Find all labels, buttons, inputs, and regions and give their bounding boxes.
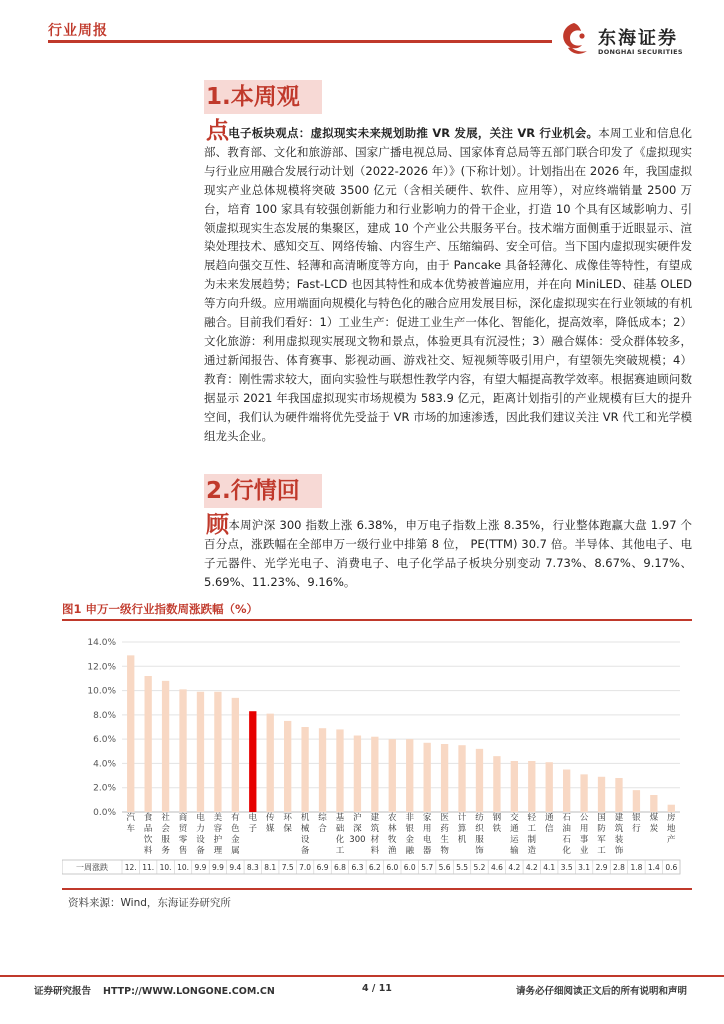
- bar: [423, 743, 430, 812]
- footer-rule: [0, 975, 724, 977]
- header-rule: [48, 40, 552, 43]
- bar: [301, 727, 308, 812]
- footer-disclaimer: 请务必仔细阅读正文后的所有说明和声明: [516, 986, 688, 997]
- data-label: 6.0: [386, 863, 399, 872]
- bar: [336, 729, 343, 812]
- x-tick-label: 煤炭: [649, 813, 659, 834]
- bar: [197, 692, 204, 812]
- y-tick-label: 14.0%: [87, 638, 116, 648]
- bar: [144, 676, 151, 812]
- x-tick-label: 汽车: [126, 813, 135, 834]
- x-tick-label: 综合: [318, 813, 327, 834]
- x-tick-label: 农林牧渔: [388, 813, 397, 856]
- section-heading-1: 1.本周观点: [204, 80, 322, 114]
- x-tick-label: 轻工制造: [527, 813, 537, 856]
- x-tick-label: 食品饮料: [143, 813, 153, 856]
- data-label: 5.2: [473, 863, 486, 872]
- data-label: 1.8: [630, 863, 643, 872]
- data-label: 10.: [177, 863, 189, 872]
- data-label: 6.2: [368, 863, 381, 872]
- x-tick-label: 通信: [544, 813, 554, 834]
- section-1-paragraph: [204, 124, 692, 445]
- y-tick-label: 10.0%: [87, 686, 116, 697]
- x-tick-label: 家用电器: [422, 813, 432, 856]
- x-tick-label: 银行: [632, 813, 641, 834]
- bar: [127, 655, 134, 812]
- bar: [179, 689, 186, 812]
- x-tick-label: 环保: [283, 813, 292, 834]
- y-tick-label: 12.0%: [87, 662, 116, 673]
- logo-chinese-name: 东海证券: [598, 28, 678, 49]
- data-row-label: 一周涨跌: [76, 863, 108, 872]
- data-label: 5.5: [456, 863, 468, 872]
- x-tick-label: 社会服务: [161, 813, 170, 856]
- data-label: 9.9: [194, 863, 207, 872]
- x-tick-label: 纺织服饰: [475, 813, 484, 856]
- y-tick-label: 0.0%: [93, 808, 116, 818]
- bar: [546, 762, 553, 812]
- data-label: 4.1: [543, 863, 556, 872]
- data-label: 12.: [124, 863, 137, 872]
- logo-mark-icon: [556, 20, 592, 60]
- x-tick-label: 国防军工: [597, 813, 606, 856]
- x-tick-label: 钢铁: [492, 813, 502, 834]
- bar: [389, 739, 396, 812]
- data-label: 4.2: [525, 863, 538, 872]
- bar: [284, 721, 291, 812]
- figure-bottom-rule: [62, 888, 692, 890]
- data-label: 7.5: [281, 863, 294, 872]
- data-label: 9.4: [229, 863, 242, 872]
- logo-english-name: DONGHAI SECURITIES: [598, 48, 683, 56]
- page-number: 4 / 11: [362, 983, 392, 994]
- data-label: 3.1: [578, 863, 591, 872]
- data-label: 2.9: [595, 863, 608, 872]
- y-tick-label: 8.0%: [93, 710, 116, 721]
- bar: [633, 790, 640, 812]
- bar: [249, 711, 256, 812]
- data-label: 11.: [142, 863, 155, 872]
- bar: [615, 778, 622, 812]
- section-heading-2: 2.行情回顾: [204, 474, 322, 508]
- data-label: 5.6: [438, 863, 451, 872]
- data-label: 4.2: [508, 863, 521, 872]
- x-tick-label: 非银金融: [405, 813, 414, 856]
- bar: [598, 777, 605, 812]
- bar: [319, 728, 326, 812]
- report-type-tag: 行业周报: [48, 23, 108, 39]
- company-logo: [556, 20, 686, 60]
- x-tick-label: 美容护理: [213, 813, 223, 856]
- bar: [406, 739, 413, 812]
- footer-url[interactable]: HTTP://WWW.LONGONE.COM.CN: [103, 986, 275, 997]
- x-tick-label: 电力设备: [196, 813, 205, 856]
- x-tick-label: 石油石化: [562, 813, 571, 856]
- x-tick-label: 沪深 300: [349, 813, 366, 845]
- x-tick-label: 计算机: [457, 813, 467, 845]
- data-label: 7.0: [299, 863, 312, 872]
- x-tick-label: 有色金属: [231, 813, 240, 856]
- x-tick-label: 医药生物: [440, 813, 449, 856]
- section-2-body: 本周沪深 300 指数上涨 6.38%，申万电子指数上涨 8.35%，行业整体跑赢大盘 1.97 个百分点，涨跌幅在全部申万一级行业中排第 8 位， PE(TTM) 30.7 倍。半导体、其他电子、电子元器件、光学光电子、消费电子、电子化学品子板块分别变动 7.73%、8.67%、9.17%、5.69%、11.23%、9.16%。: [204, 518, 692, 589]
- section-1-lead: 电子板块观点：虚拟现实未来规划助推 VR 发展，关注 VR 行业机会。: [228, 126, 599, 140]
- bar: [650, 795, 657, 812]
- x-tick-label: 交通运输: [510, 813, 519, 856]
- bar: [580, 774, 587, 812]
- bar: [441, 744, 448, 812]
- bar: [493, 756, 500, 812]
- figure-title: 图1 申万一级行业指数周涨跌幅（%）: [62, 602, 259, 616]
- bar: [458, 745, 465, 812]
- data-label: 4.6: [490, 863, 503, 872]
- industry-weekly-change-chart: [62, 624, 692, 884]
- x-tick-label: 商贸零售: [178, 813, 188, 856]
- footer-left: [34, 983, 275, 997]
- data-label: 6.8: [334, 863, 346, 872]
- x-tick-label: 机械设备: [300, 813, 310, 856]
- data-label: 8.3: [246, 863, 259, 872]
- bar: [162, 681, 169, 812]
- data-label: 9.9: [211, 863, 224, 872]
- bar: [354, 736, 361, 813]
- y-tick-label: 2.0%: [93, 783, 116, 794]
- data-label: 8.1: [264, 863, 277, 872]
- bar: [528, 761, 535, 812]
- bar: [232, 698, 239, 812]
- bar: [214, 692, 221, 812]
- figure-source: 资料来源：Wind，东海证券研究所: [68, 897, 231, 909]
- y-tick-label: 6.0%: [93, 735, 116, 746]
- bar: [371, 737, 378, 812]
- x-tick-label: 基础化工: [335, 813, 345, 856]
- bar: [476, 749, 483, 812]
- x-tick-label: 房地产: [667, 813, 676, 845]
- data-label: 6.9: [316, 863, 329, 872]
- y-tick-label: 4.0%: [93, 759, 116, 770]
- data-label: 5.7: [421, 863, 434, 872]
- bar: [267, 714, 274, 812]
- bar: [563, 770, 570, 813]
- x-tick-label: 建筑材料: [370, 813, 380, 856]
- data-label: 3.5: [560, 863, 573, 872]
- data-label: 6.0: [403, 863, 416, 872]
- x-tick-label: 传媒: [265, 813, 275, 834]
- section-2-paragraph: [204, 516, 692, 592]
- data-label: 10.: [159, 863, 172, 872]
- data-label: 0.6: [665, 863, 678, 872]
- data-label: 1.4: [647, 863, 660, 872]
- bar: [668, 805, 675, 812]
- data-label: 2.8: [613, 863, 625, 872]
- x-tick-label: 公用事业: [579, 813, 589, 856]
- x-tick-label: 建筑装饰: [614, 813, 624, 856]
- x-tick-label: 电子: [248, 813, 258, 834]
- section-1-body: 本周工业和信息化部、教育部、文化和旅游部、国家广播电视总局、国家体育总局等五部门联合印发了《虚拟现实与行业应用融合发展行动计划（2022-2026 年）》(下称计划）。计划指出在 2026 年，我国虚拟现实产业总体规模将突破 3500 亿元（含相关硬件、软件、应用等），对应终端销量 2500 万台，培育 100 家具有较强创新能力和行业影响力的骨干企业，打造 10 个具有区域影响力、引领虚拟现实生态发展的集聚区，建成 10 个产业公共服务平台。技术端方面侧重于近眼显示、渲染处理技术、感知交互、网络传输、内容生产、压缩编码、安全可信。当下国内虚拟现实硬件发展趋向强交互性、轻薄和高清晰度等方向，由于 Pancake 具备轻薄化、成像佳等特性，有望成为未来发展趋势；Fast-LCD 也因其特性和成本优势被普遍应用，并在向 MiniLED、硅基 OLED 等方向升级。应用端面向规模化与特色化的融合应用发展目标，深化虚拟现实在行业领域的有机融合。目前我们看好：1）工业生产：促进工业生产一体化、智能化，提高效率，降低成本；2）文化旅游：利用虚拟现实展现文物和景点，体验更具有沉浸性；3）融合媒体：受众群体较多，通过新闻报告、体育赛事、影视动画、游戏社交、短视频等吸引用户，有望领先突破规模；4）教育：刚性需求较大，面向实验性与联想性教学内容，有望大幅提高教学效率。根据赛迪顾问数据显示 2021 年我国虚拟现实市场规模为 583.9 亿元，距离计划指引的产业规模有巨大的提升空间，我们认为硬件端将优先受益于 VR 市场的加速渗透，因此我们建议关注 VR 代工和光学模组龙头企业。: [204, 126, 692, 443]
- footer-report-label: 证券研究报告: [34, 986, 92, 997]
- data-label: 6.3: [351, 863, 364, 872]
- figure-top-rule: [62, 619, 692, 621]
- bar: [511, 761, 518, 812]
